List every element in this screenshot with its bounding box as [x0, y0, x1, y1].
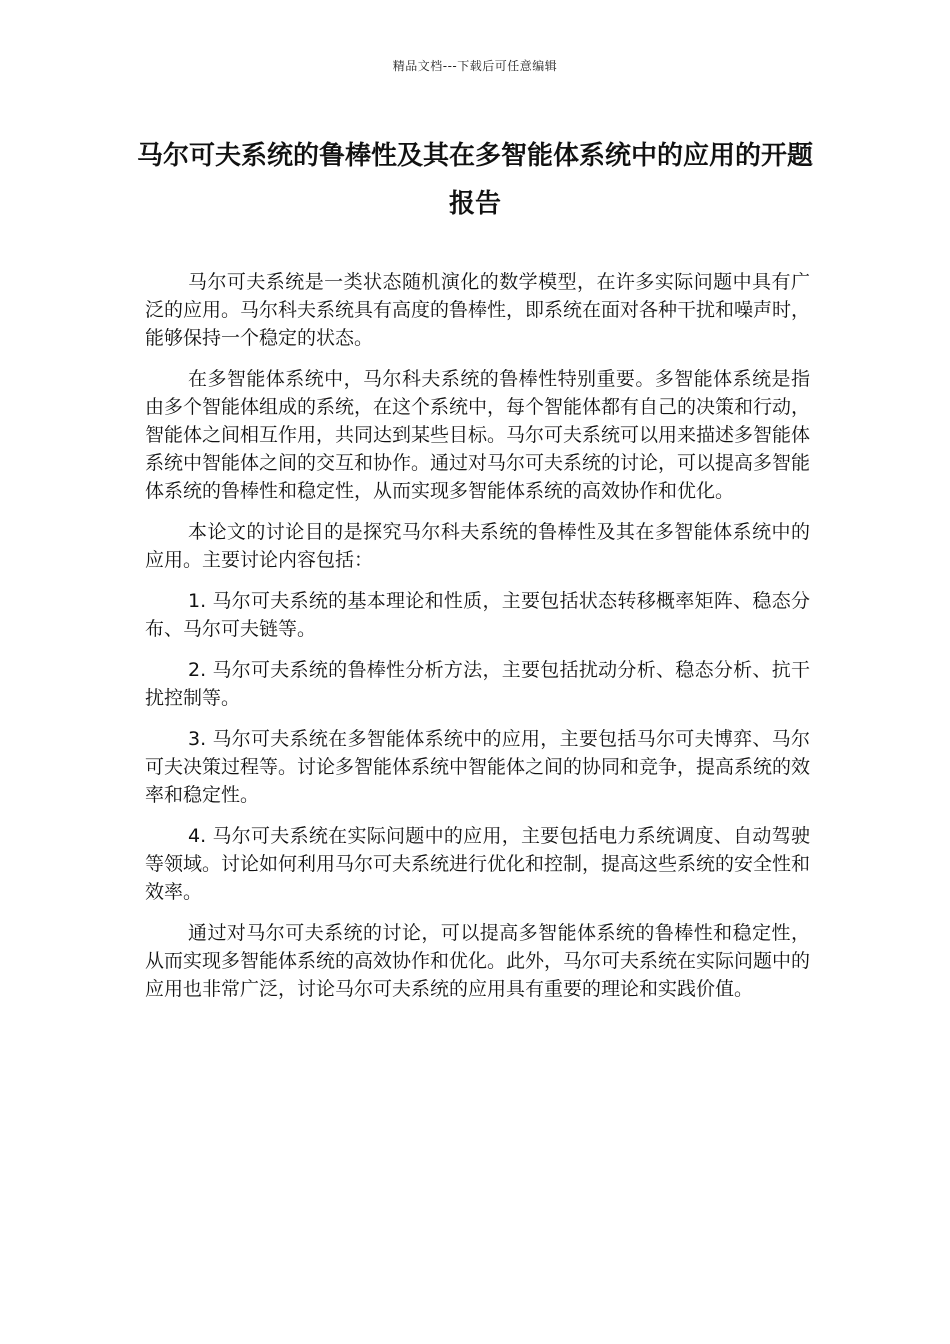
- paragraph-intro: 马尔可夫系统是一类状态随机演化的数学模型，在许多实际问题中具有广泛的应用。马尔科夫系统具有高度的鲁棒性，即系统在面对各种干扰和噪声时，能够保持一个稳定的状态。: [145, 271, 811, 349]
- list-item-4: 4. 马尔可夫系统在实际问题中的应用，主要包括电力系统调度、自动驾驶等领域。讨论如何利用马尔可夫系统进行优化和控制，提高这些系统的安全性和效率。: [145, 825, 811, 903]
- paragraph-purpose: 本论文的讨论目的是探究马尔科夫系统的鲁棒性及其在多智能体系统中的应用。主要讨论内容包括：: [145, 521, 810, 571]
- list-item-2: 2. 马尔可夫系统的鲁棒性分析方法，主要包括扰动分析、稳态分析、抗干扰控制等。: [145, 659, 810, 709]
- list-item-1: 1. 马尔可夫系统的基本理论和性质，主要包括状态转移概率矩阵、稳态分布、马尔可夫链等。: [145, 590, 810, 640]
- list-item-3: 3. 马尔可夫系统在多智能体系统中的应用，主要包括马尔可夫博弈、马尔可夫决策过程等。讨论多智能体系统中智能体之间的协同和竞争，提高系统的效率和稳定性。: [145, 728, 811, 806]
- header-note: 精品文档---下载后可任意编辑: [392, 59, 558, 73]
- document-body: [145, 268, 810, 1016]
- paragraph-multi-agent: 在多智能体系统中，马尔科夫系统的鲁棒性特别重要。多智能体系统是指由多个智能体组成的系统，在这个系统中，每个智能体都有自己的决策和行动，智能体之间相互作用，共同达到某些目标。马尔可夫系统可以用来描述多智能体系统中智能体之间的交互和协作。通过对马尔可夫系统的讨论，可以提高多智能体系统的鲁棒性和稳定性，从而实现多智能体系统的高效协作和优化。: [145, 368, 811, 502]
- document-title: 马尔可夫系统的鲁棒性及其在多智能体系统中的应用的开题报告: [136, 141, 813, 219]
- paragraph-conclusion: 通过对马尔可夫系统的讨论，可以提高多智能体系统的鲁棒性和稳定性，从而实现多智能体系统的高效协作和优化。此外，马尔可夫系统在实际问题中的应用也非常广泛，讨论马尔可夫系统的应用具有重要的理论和实践价值。: [145, 922, 811, 1000]
